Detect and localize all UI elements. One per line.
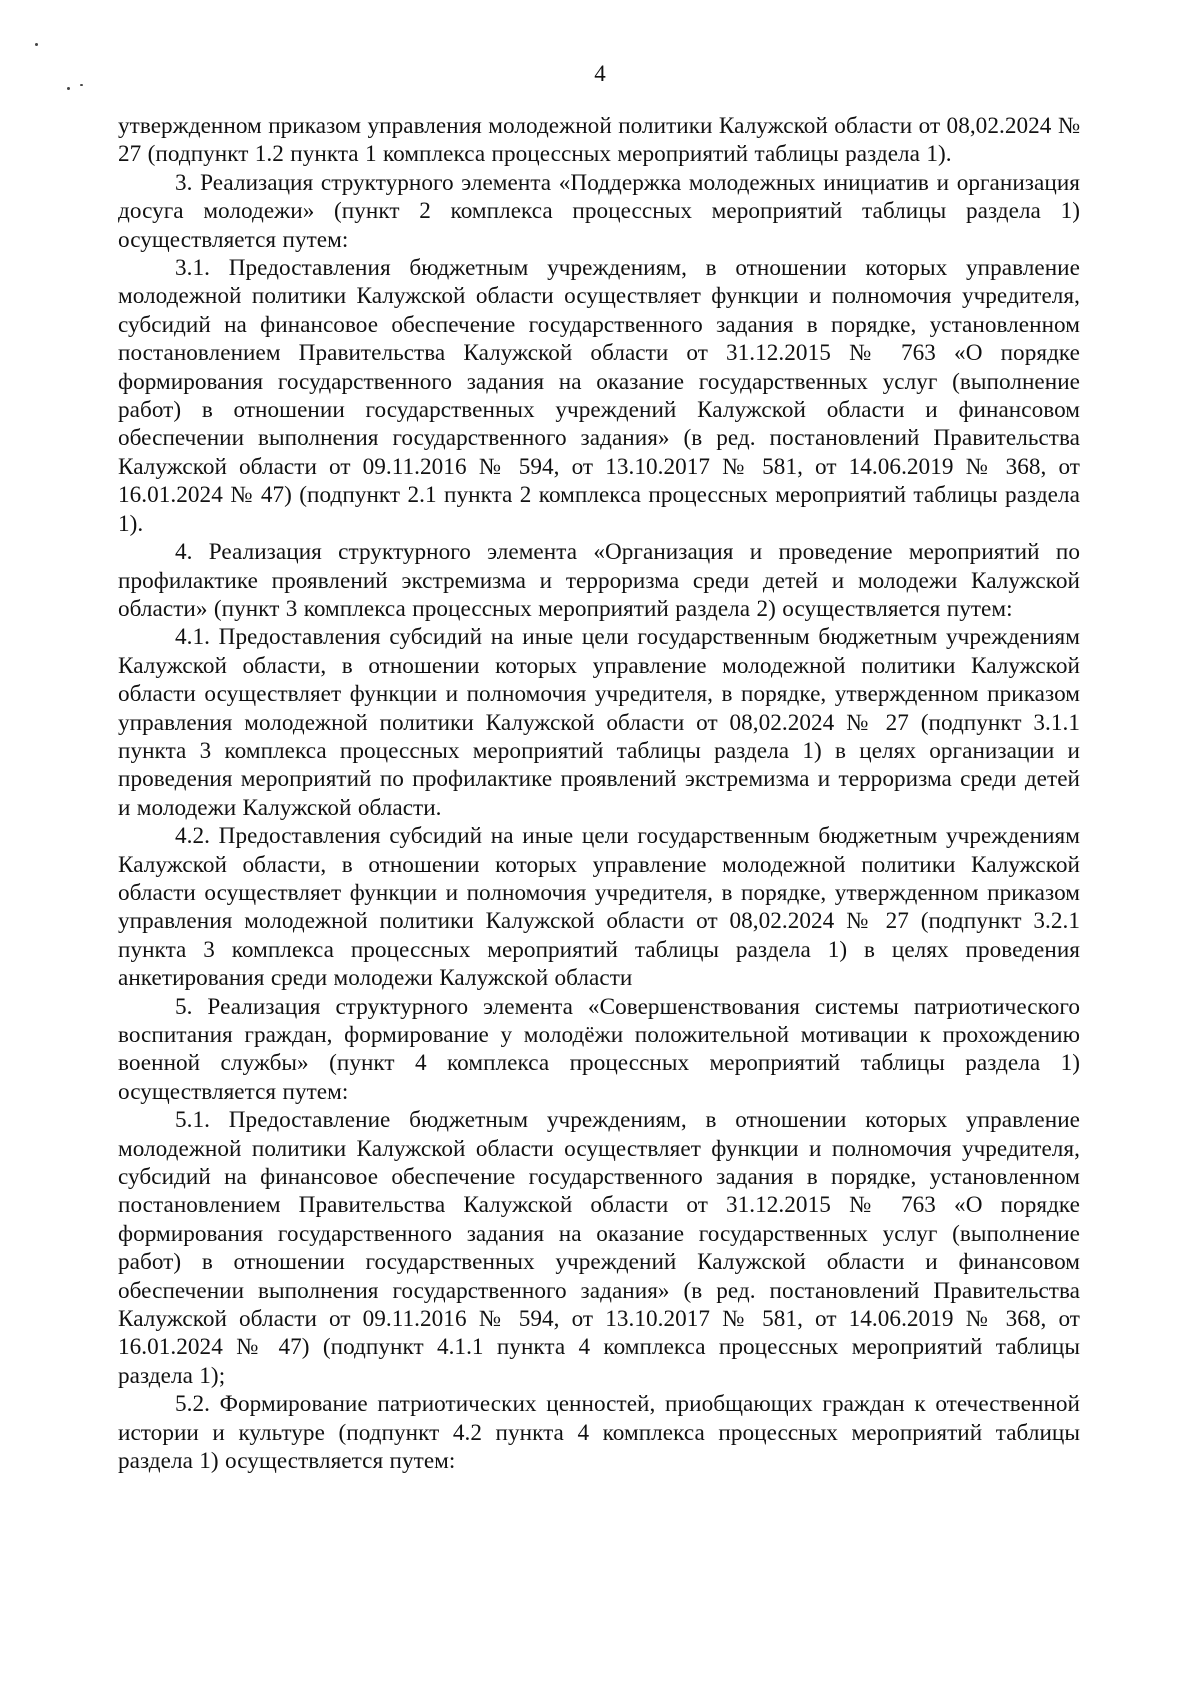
paragraph-item-5-2: 5.2. Формирование патриотических ценностей, приобщающих граждан к отечественной истории и культуре (подпункт 4.2 пункта 4 комплекса процессных мероприятий таблицы раздела 1) осуществляется путем: [118,1391,1080,1475]
paragraph-item-5: 5. Реализация структурного элемента «Совершенствования системы патриотического воспитания граждан, формирование у молодёжи положительной мотивации к прохождению военной службы» (пункт 4 комплекса процессных мероприятий таблицы раздела 1) осуществляется путем: [118,993,1080,1105]
paragraph-item-3-1: 3.1. Предоставления бюджетным учреждениям, в отношении которых управление молодежной политики Калужской области осуществляет функции и полномочия учредителя, субсидий на финансовое обеспечение государственного задания в порядке, установленном постановлением Правительства Калужской области от 31.12.2015 № 763 «О порядке формирования государственного задания на оказание государственных услуг (выполнение работ) в отношении государственных учреждений Калужской области и финансовом обеспечении выполнения государственного задания» (в ред. постановлений Правительства Калужской области от 09.11.2016 № 594, от 13.10.2017 № 581, от 14.06.2019 № 368, от 16.01.2024 № 47) (подпункт 2.1 пункта 2 комплекса процессных мероприятий таблицы раздела 1). [118,255,1080,537]
paragraph-item-4-2: 4.2. Предоставления субсидий на иные цели государственным бюджетным учреждениям Калужской области, в отношении которых управление молодежной политики Калужской области осуществляет функции и полномочия учредителя, в порядке, утвержденном приказом управления молодежной политики Калужской области от 08,02.2024 № 27 (подпункт 3.2.1 пункта 3 комплекса процессных мероприятий таблицы раздела 1) в целях проведения анкетирования среди молодежи Калужской области [118,823,1080,992]
paragraph-item-5-1: 5.1. Предоставление бюджетным учреждениям, в отношении которых управление молодежной политики Калужской области осуществляет функции и полномочия учредителя, субсидий на финансовое обеспечение государственного задания в порядке, установленном постановлением Правительства Калужской области от 31.12.2015 № 763 «О порядке формирования государственного задания на оказание государственных услуг (выполнение работ) в отношении государственных учреждений Калужской области и финансовом обеспечении выполнения государственного задания» (в ред. постановлений Правительства Калужской области от 09.11.2016 № 594, от 13.10.2017 № 581, от 14.06.2019 № 368, от 16.01.2024 № 47) (подпункт 4.1.1 пункта 4 комплекса процессных мероприятий таблицы раздела 1); [118,1107,1080,1389]
page-number: 4 [594,61,606,86]
document-body [118,112,1080,1476]
paragraph-item-4-1: 4.1. Предоставления субсидий на иные цели государственным бюджетным учреждениям Калужской области, в отношении которых управление молодежной политики Калужской области осуществляет функции и полномочия учредителя, в порядке, утвержденном приказом управления молодежной политики Калужской области от 08,02.2024 № 27 (подпункт 3.1.1 пункта 3 комплекса процессных мероприятий таблицы раздела 1) в целях организации и проведения мероприятий по профилактике проявлений экстремизма и терроризма среди детей и молодежи Калужской области. [118,624,1080,821]
scan-speck [35,43,38,46]
paragraph-item-3: 3. Реализация структурного элемента «Поддержка молодежных инициатив и организация досуга молодежи» (пункт 2 комплекса процессных мероприятий таблицы раздела 1) осуществляется путем: [118,169,1080,253]
paragraph-continuation: утвержденном приказом управления молодежной политики Калужской области от 08,02.2024 № 27 (подпункт 1.2 пункта 1 комплекса процессных мероприятий таблицы раздела 1). [118,113,1080,168]
paragraph-item-4: 4. Реализация структурного элемента «Организация и проведение мероприятий по профилактике проявлений экстремизма и терроризма среди детей и молодежи Калужской области» (пункт 3 комплекса процессных мероприятий раздела 2) осуществляется путем: [118,539,1080,622]
